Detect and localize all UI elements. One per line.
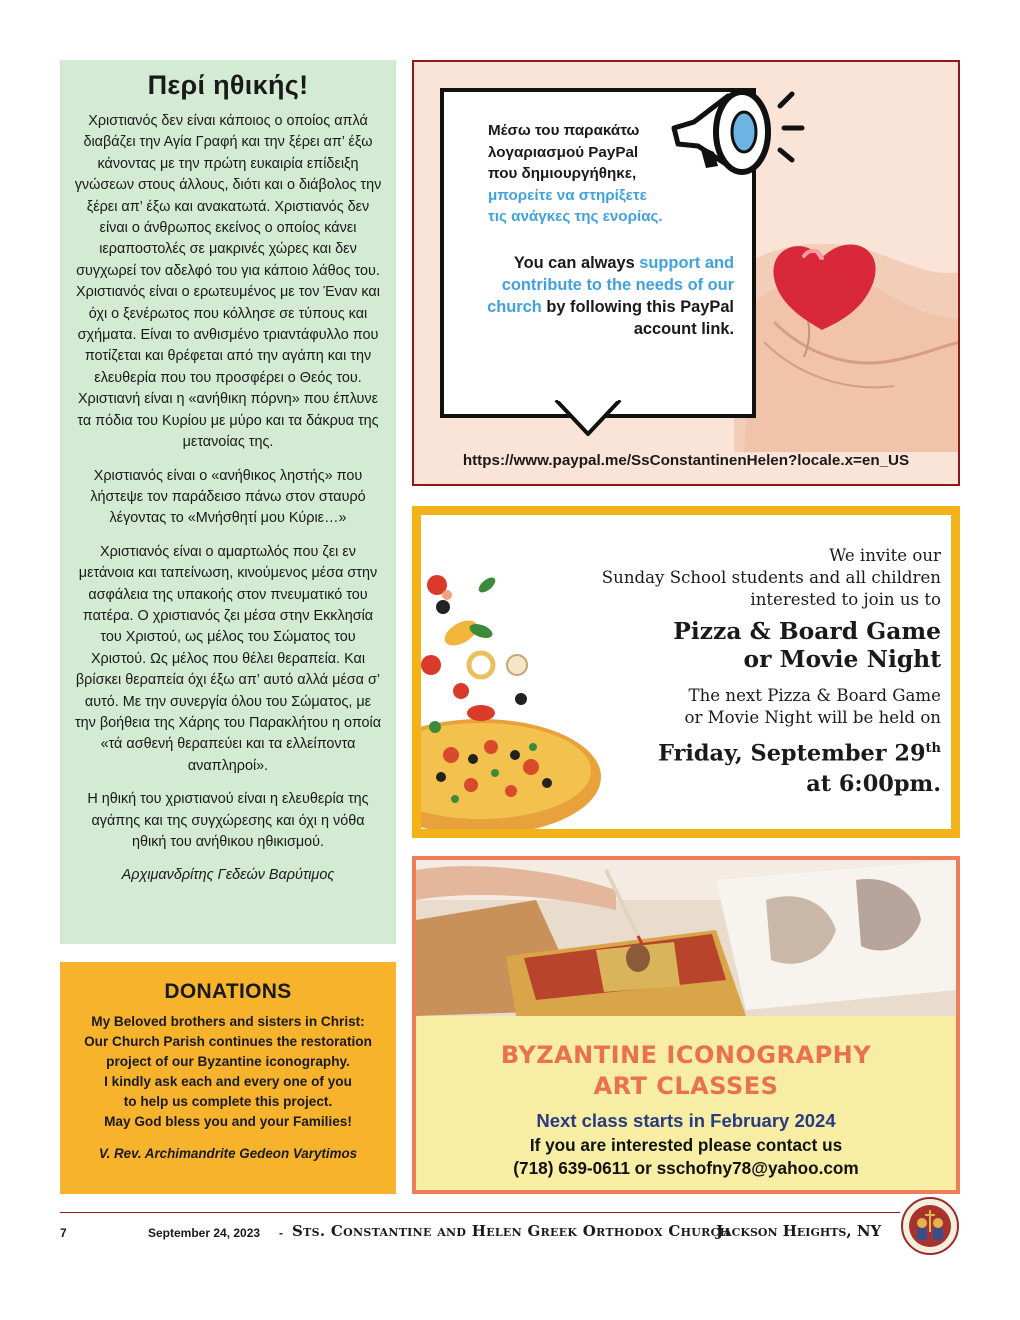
pizza-invite-line: interested to join us to (750, 590, 941, 609)
donations-line: My Beloved brothers and sisters in Christ: (91, 1014, 365, 1029)
pizza-next-line: or Movie Night will be held on (684, 708, 941, 727)
paypal-box (412, 60, 960, 486)
paypal-english-text (464, 252, 734, 340)
pizza-time: at 6:00pm. (806, 771, 941, 798)
paypal-greek-line: Μέσω του παρακάτω (488, 122, 640, 139)
morality-signature: Αρχιμανδρίτης Γεδεών Βαρύτιμος (121, 867, 335, 884)
morality-paragraph: Χριστιανός δεν είναι κάποιος ο οποίος απλά διαβάζει την Αγία Γραφή και την ξέρει απ’ έξω κάνοντας με την πρώτη ευκαιρία επίδειξη γνώσεων στους άλλους, διότι και ο διάβολος την ξέρει απ’ έξω και ανακατωτά. Χριστιανός δεν είναι ο άνθρωπος εκείνος ο οποίος κάνει ιεραποστολές σε μακρινές χώρες και δεν συγχωρεί τον αδελφό του για κάποιο λάθος του. Χριστιανός είναι ο ερωτευμένος με τον Έναν και όχι ο ξενέρωτος που κόλλησε σε τύπους και σχήματα. Είναι το ανθισμένο τριαντάφυλλο που ποτίζεται και θρέφεται από την αγάπη και την ελευθερία που του προσφέρει ο Θεός του. Χριστιανή είναι η «ανήθικη πόρνη» που έπλυνε τα πόδια του Κυρίου με μύρο και τα δάκρυα της μετανοίας της. (74, 113, 382, 451)
donations-line: Our Church Parish continues the restoration (84, 1034, 372, 1049)
paypal-greek-line: λογαριασμού PayPal (488, 143, 639, 161)
pizza-invite-line: We invite our (829, 546, 941, 565)
donations-line: project of our Byzantine iconography. (106, 1054, 350, 1069)
footer-separator: - (279, 1226, 283, 1240)
pizza-next-line: The next Pizza & Board Game (688, 686, 941, 705)
pizza-invite-line: Sunday School students and all children (601, 568, 941, 587)
pizza-title (561, 617, 941, 673)
donations-line: to help us complete this project. (123, 1094, 333, 1109)
paypal-greek-highlight: μπορείτε να στηρίξετε (488, 186, 647, 204)
footer-city: Jackson Heights, NY (716, 1222, 882, 1240)
paypal-english-highlight: support and contribute to the needs of our church (487, 254, 734, 316)
pizza-title-line: Pizza & Board Game (673, 617, 941, 645)
pizza-date (561, 733, 941, 769)
donations-body (72, 1012, 384, 1132)
morality-article (60, 60, 396, 944)
morality-paragraph: Χριστιανός είναι ο «ανήθικος ληστής» που λήστεψε τον παράδεισο πάνω στον σταυρό λέγοντας το «Μνήσθητί μου Κύριε…» (90, 467, 366, 527)
donations-line: I kindly ask each and every one of you (104, 1074, 352, 1089)
pizza-date-suffix: th (925, 741, 941, 756)
megaphone-icon (664, 76, 814, 176)
iconography-next-class: Next class starts in February 2024 (536, 1110, 836, 1131)
donations-line: May God bless you and your Families! (104, 1114, 352, 1129)
pizza-text (561, 545, 941, 799)
footer-divider (60, 1212, 900, 1213)
iconography-box (412, 856, 960, 1194)
paypal-greek-highlight: τις ανάγκες της ενορίας. (488, 208, 663, 225)
paypal-greek-line: που δημιουργήθηκε, (488, 165, 637, 182)
paypal-english-tail: by following this PayPal account link. (546, 298, 734, 338)
donations-title: DONATIONS (164, 980, 292, 1003)
pizza-date-text: Friday, September 29 (658, 740, 926, 767)
iconography-title-line: ART CLASSES (593, 1072, 779, 1100)
iconography-contact (416, 1134, 956, 1180)
page-number: 7 (60, 1226, 67, 1240)
morality-title: Περί ηθικής! (147, 70, 309, 100)
paypal-link[interactable]: https://www.paypal.me/SsConstantinenHelen?locale.x=en_US (462, 452, 910, 469)
footer-church-name: Sts. Constantine and Helen Greek Orthodox Church (292, 1222, 731, 1240)
hands-heart-illustration (734, 152, 960, 452)
pizza-title-line: or Movie Night (743, 645, 941, 673)
donations-signature: V. Rev. Archimandrite Gedeon Varytimos (98, 1146, 358, 1161)
pizza-next (561, 685, 941, 729)
pizza-invite (561, 545, 941, 611)
pizza-night-box (412, 506, 960, 838)
iconography-contact-info[interactable]: (718) 639-0611 or sschofny78@yahoo.com (513, 1158, 859, 1178)
church-seal-icon (900, 1196, 960, 1256)
iconography-title (416, 1040, 956, 1102)
morality-paragraph: Η ηθική του χριστιανού είναι η ελευθερία της αγάπης και της συγχώρεσης και όχι η νόθα ηθική του ανήθικου ηθικισμού. (87, 791, 369, 850)
speech-bubble-tail (554, 400, 624, 442)
morality-paragraph: Χριστιανός είναι ο αμαρτωλός που ζει εν μετάνοια και ταπείνωση, κινούμενος μέσα στην ασφάλεια της υπακοής στον πνευματικό του πατέρα. Ο χριστιανός ζει μέσα στην Εκκλησία του Χριστού, ως μέλος του Σώματος του Χριστού. Ως μέλος που θέλει θεραπεία. Και βρίσκει θεραπεία όχι έξω απ’ αυτό αλλά μέσα σ’ αυτό. Με την συνεργία όλου του Σώματος, με την βοήθεια της Χάρης του Παρακλήτου η οποία «τά ασθενή θεραπεύει και τα ελλείποντα αναπληροί». (74, 543, 382, 774)
iconography-contact-line: If you are interested please contact us (529, 1135, 843, 1155)
iconography-photo (416, 860, 956, 1016)
iconography-title-line: BYZANTINE ICONOGRAPHY (500, 1041, 872, 1069)
paypal-english-lead: You can always (513, 254, 640, 272)
donations-box (60, 962, 396, 1194)
footer-date: September 24, 2023 (148, 1226, 261, 1240)
